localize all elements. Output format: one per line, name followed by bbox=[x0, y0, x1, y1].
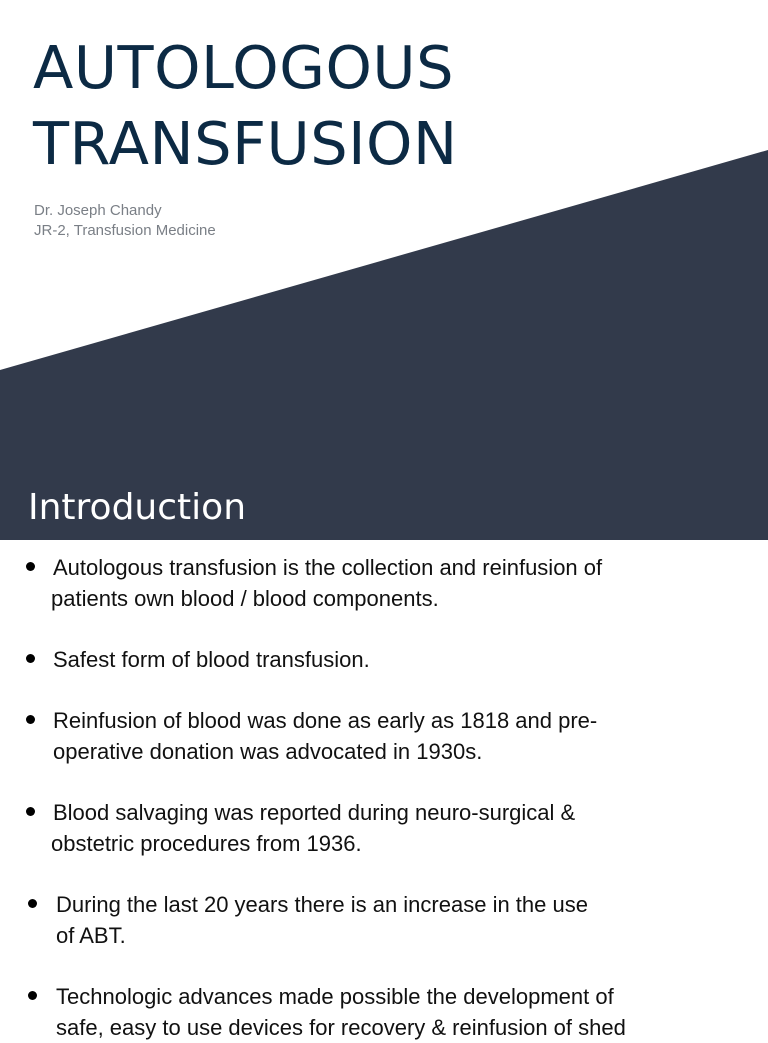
author-block bbox=[34, 201, 216, 241]
bullet-line: of ABT. bbox=[56, 923, 126, 948]
bullet-dot-icon bbox=[26, 715, 35, 724]
bullet-dot-icon bbox=[28, 899, 37, 908]
slide-title bbox=[33, 30, 458, 182]
bullet-text bbox=[53, 797, 575, 859]
bullet-text bbox=[56, 889, 588, 951]
bullet-text bbox=[56, 981, 626, 1043]
author-name: Dr. Joseph Chandy bbox=[34, 202, 162, 219]
bullet-line: operative donation was advocated in 1930s. bbox=[53, 739, 483, 764]
bullet-line: obstetric procedures from 1936. bbox=[51, 831, 362, 856]
bullet-text bbox=[53, 552, 602, 614]
bullet-line: Blood salvaging was reported during neuro-surgical & bbox=[53, 800, 576, 825]
bullet-dot-icon bbox=[28, 991, 37, 1000]
bullet-dot-icon bbox=[26, 807, 35, 816]
bullet-line: patients own blood / blood components. bbox=[51, 586, 439, 611]
bullet-line: safe, easy to use devices for recovery & reinfusion of shed bbox=[56, 1015, 626, 1040]
title-line-2: TRANSFUSION bbox=[33, 109, 458, 178]
bullet-line: Autologous transfusion is the collection and reinfusion of bbox=[53, 555, 603, 580]
bullet-dot-icon bbox=[26, 654, 35, 663]
bullet-text bbox=[53, 705, 597, 767]
bullet-line: Safest form of blood transfusion. bbox=[53, 647, 370, 672]
title-line-1: AUTOLOGOUS bbox=[33, 33, 455, 102]
bullet-line: Technologic advances made possible the development of bbox=[56, 984, 614, 1009]
section-heading: Introduction bbox=[28, 487, 247, 528]
bullet-dot-icon bbox=[26, 562, 35, 571]
bullet-line: Reinfusion of blood was done as early as 1818 and pre- bbox=[53, 708, 598, 733]
introduction-slide bbox=[0, 540, 768, 1040]
bullet-text bbox=[53, 644, 370, 675]
author-affiliation: JR-2, Transfusion Medicine bbox=[34, 222, 216, 239]
bullet-line: During the last 20 years there is an increase in the use bbox=[56, 892, 588, 917]
